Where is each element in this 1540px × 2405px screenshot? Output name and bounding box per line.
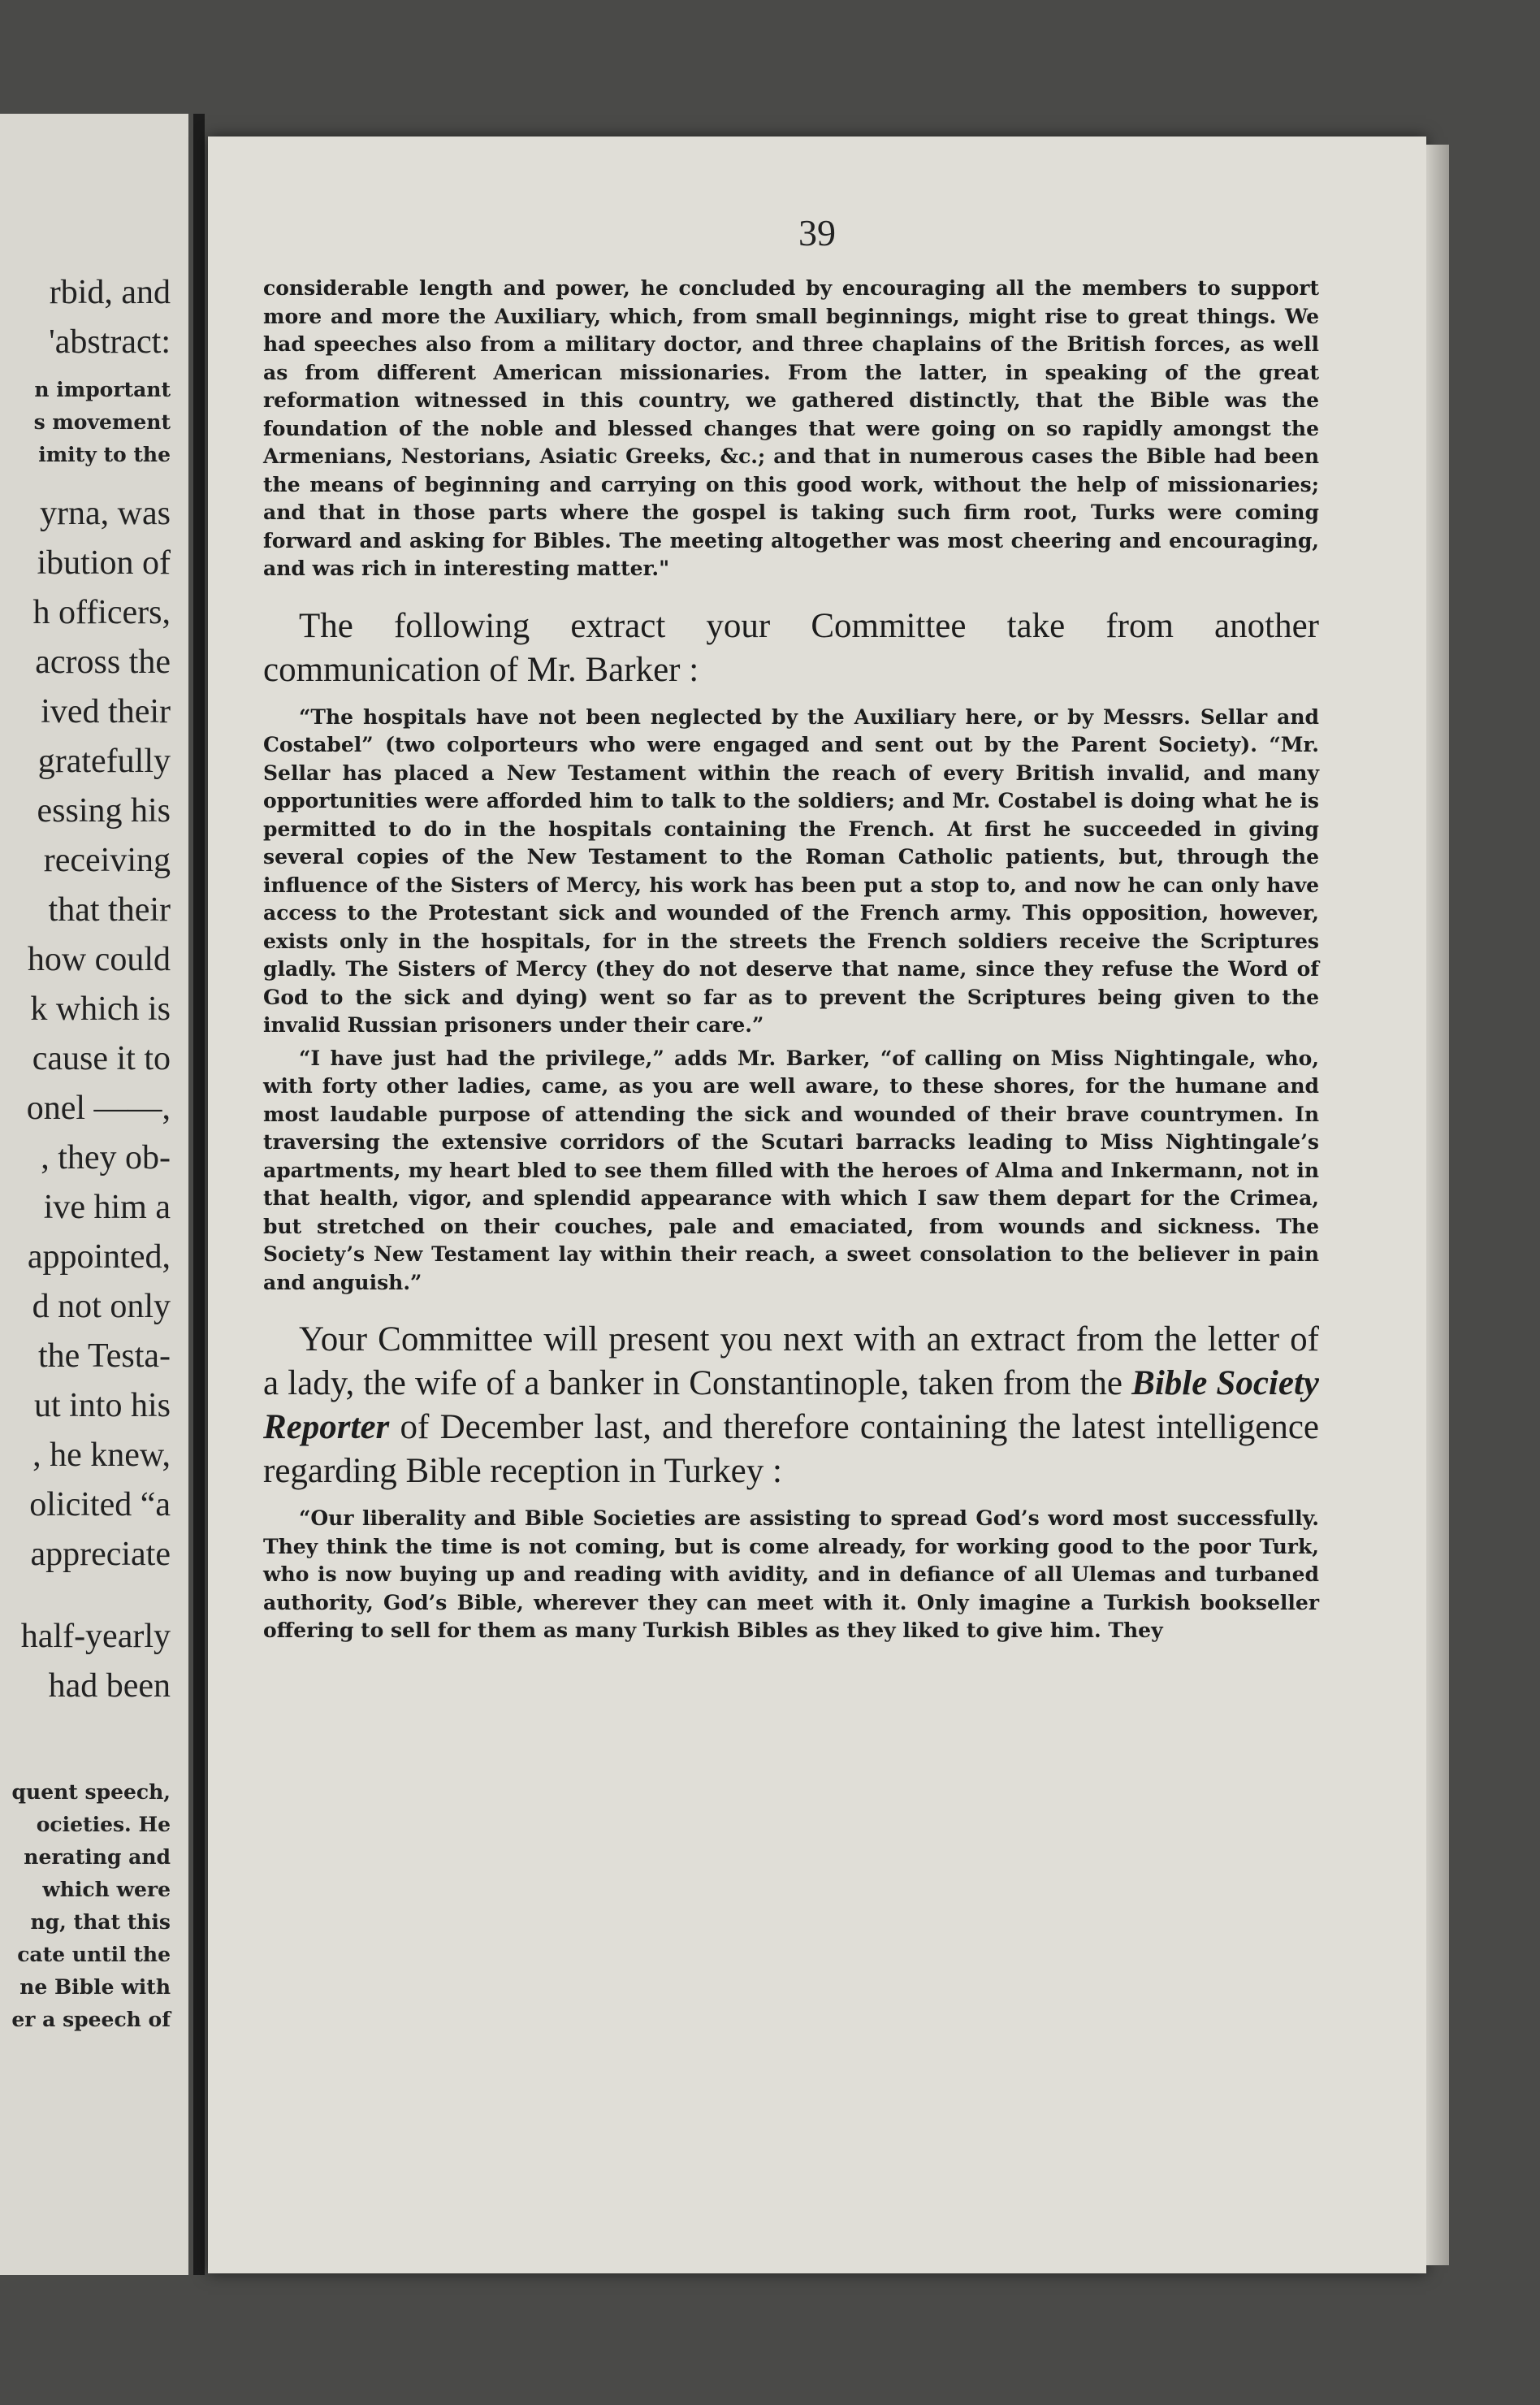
left-line: imity to the bbox=[38, 443, 171, 466]
left-line: n important bbox=[34, 378, 171, 401]
page-number: 39 bbox=[798, 212, 836, 254]
left-line: 'abstract: bbox=[49, 323, 171, 361]
left-line: gratefully bbox=[37, 743, 171, 780]
left-line: ocieties. He bbox=[36, 1813, 171, 1836]
left-line: yrna, was bbox=[40, 495, 171, 532]
paragraph-lady-letter-intro bbox=[263, 1318, 1319, 1493]
left-line: essing his bbox=[37, 792, 171, 830]
left-line: ived their bbox=[41, 693, 171, 730]
paragraph-lady-letter: “Our liberality and Bible Societies are assisting to spread God’s word most successfully. They think the time is not coming, but is come already, for working good to the poor Turk, who is now buying up and reading with avidity, and in defiance of all Ulemas and turbaned authority, God’s Bible, wherever they can meet with it. Only imagine a Turkish bookseller offering to sell for them as many Turkish Bibles as they liked to give him. They bbox=[263, 1506, 1319, 1642]
left-line: appreciate bbox=[30, 1536, 171, 1573]
gutter-divider bbox=[193, 114, 205, 2275]
left-line: half-yearly bbox=[20, 1618, 171, 1655]
left-line: d not only bbox=[32, 1288, 171, 1325]
left-line: olicited “a bbox=[29, 1486, 171, 1523]
left-line: rbid, and bbox=[49, 274, 171, 311]
left-line: cause it to bbox=[32, 1040, 171, 1077]
left-line: onel ——, bbox=[26, 1090, 171, 1127]
left-line: how could bbox=[27, 941, 171, 978]
left-line: the Testa- bbox=[37, 1337, 171, 1375]
page-body bbox=[263, 275, 1319, 1645]
left-page-text-fragments bbox=[11, 268, 171, 2036]
left-line: that their bbox=[48, 891, 171, 929]
left-line: s movement bbox=[33, 410, 171, 434]
left-line: k which is bbox=[30, 990, 171, 1028]
left-line: quent speech, bbox=[11, 1780, 171, 1804]
left-line: ive him a bbox=[43, 1189, 171, 1226]
left-line: appointed, bbox=[27, 1238, 171, 1276]
left-line: receiving bbox=[43, 842, 171, 879]
left-line: ut into his bbox=[33, 1387, 171, 1424]
left-line: which were bbox=[42, 1878, 171, 1901]
paragraph-hospitals: “The hospitals have not been neglected by the Auxiliary here, or by Messrs. Sellar and Costabel” (two colporteurs who were engaged and sent out by the Parent Society). “Mr. Sellar has placed a New Testament within the reach of every British invalid, and many opportunities were afforded him to talk to the soldiers; and Mr. Costabel is doing what he is permitted to do in the hospitals containing the French. At first he succeeded in giving several copies of the New Testament to the Roman Catholic patients, but, through the influence of the Sisters of Mercy, his work has been put a stop to, and now he can only have access to the Protestant sick and wounded of the French army. This opposition, however, exists only in the hospitals, for in the streets the French soldiers receive the Scriptures gladly. The Sisters of Mercy (they do not deserve that name, since they refuse the Word of God to the sick and dying) went so far as to prevent the Scriptures being given to the invalid Russian prisoners under their care.” bbox=[263, 704, 1319, 1037]
left-line: ne Bible with bbox=[19, 1975, 171, 1999]
left-line: er a speech of bbox=[11, 2008, 171, 2031]
intro-text-end: of December last, and therefore containing the latest intelligence regarding Bible reception in Turkey : bbox=[263, 1408, 1319, 1490]
page-edge bbox=[1426, 145, 1449, 2265]
left-line: cate until the bbox=[17, 1943, 171, 1966]
left-line: nerating and bbox=[24, 1845, 171, 1869]
left-facing-page bbox=[0, 114, 188, 2275]
intro-text-start: Your Committee will present you next with an extract from the letter of a lady, the wife of a banker in Constantinople, taken from the bbox=[263, 1320, 1319, 1402]
paragraph-barker-intro: The following extract your Committee take from another communication of Mr. Barker : bbox=[263, 606, 1319, 689]
left-line: h officers, bbox=[32, 594, 171, 631]
paragraph-meeting-report: considerable length and power, he concluded by encouraging all the members to support more and more the Auxiliary, which, from small beginnings, might rise to great things. We had speeches also from a military doctor, and three chaplains of the British forces, as well as from different American missionaries. From the latter, in speaking of the great reformation witnessed in this country, we gathered distinctly, that the Bible was the foundation of the noble and blessed changes that were going on so rapidly amongst the Armenians, Nestorians, Asiatic Greeks, &c.; and that in numerous cases the Bible had been the means of beginning and carrying on this good work, without the help of missionaries; and that in those parts where the gospel is taking such firm root, Turks were coming forward and asking for Bibles. The meeting altogether was most cheering and encouraging, and was rich in interesting matter." bbox=[263, 276, 1319, 580]
left-line: across the bbox=[35, 644, 171, 681]
book-page bbox=[208, 136, 1426, 2273]
left-line: had been bbox=[48, 1667, 171, 1705]
left-line: , they ob- bbox=[41, 1139, 171, 1176]
journal-title: Bible Society Reporter bbox=[263, 1364, 1319, 1446]
left-line: ng, that this bbox=[30, 1910, 171, 1934]
left-line: , he knew, bbox=[32, 1436, 171, 1474]
paragraph-nightingale: “I have just had the privilege,” adds Mr. Barker, “of calling on Miss Nightingale, who, with forty other ladies, came, as you are well aware, to these shores, for the humane and most laudable purpose of attending the sick and wounded of their brave countrymen. In traversing the extensive corridors of the Scutari barracks leading to Miss Nightingale’s apartments, my heart bled to see them filled with the heroes of Alma and Inkermann, not in that health, vigor, and splendid appearance with which I saw them depart for the Crimea, but stretched on their couches, pale and emaciated, from wounds and sickness. The Society’s New Testament lay within their reach, a sweet consolation to the believer in pain and anguish.” bbox=[263, 1046, 1319, 1294]
left-line: ibution of bbox=[37, 544, 171, 582]
